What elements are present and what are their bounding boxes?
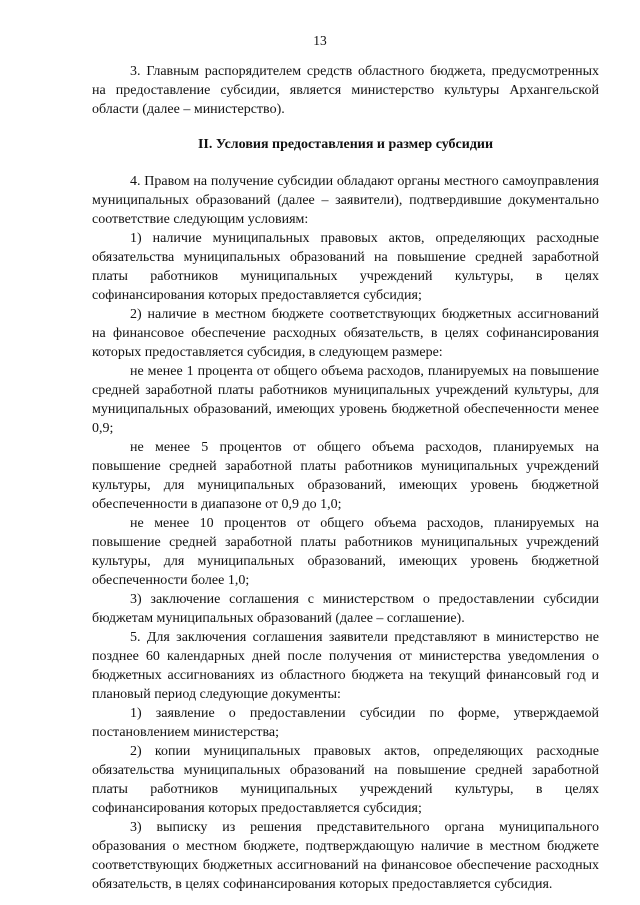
document-item-1: 1) заявление о предоставлении субсидии по форме, утверждаемой постановлением министерства; [92,706,599,740]
paragraph-5: 5. Для заключения соглашения заявители представляют в министерство не позднее 60 календарных дней после получения от министерства уведомления о бюджетных ассигнованиях из областного бюджета на текущий финансовый год и плановый период следующие документы: [92,630,599,702]
paragraph-4: 4. Правом на получение субсидии обладают органы местного самоуправления муниципальных образований (далее – заявители), подтвердившие документально соответствие следующим условиям: [92,174,599,227]
document-item-3: 3) выписку из решения представительного органа муниципального образования о местном бюджете, подтверждающую наличие в местном бюджете соответствующих бюджетных ассигнований на финансовое обеспечение расходных обязательств, в целях софинансирования которых предоставляется субсидия. [92,820,599,892]
document-body [92,62,599,894]
condition-2: 2) наличие в местном бюджете соответствующих бюджетных ассигнований на финансовое обеспечение расходных обязательств, в целях софинансирования которых предоставляется субсидия, в следующем размере: [92,307,599,360]
document-item-2: 2) копии муниципальных правовых актов, определяющих расходные обязательства муниципальных образований на повышение средней заработной платы работников муниципальных учреждений культуры, в целях софинансирования которых предоставляется субсидия; [92,744,599,816]
rate-5-percent: не менее 5 процентов от общего объема расходов, планируемых на повышение средней заработной платы работников муниципальных учреждений культуры, для муниципальных образований, имеющих уровень бюджетной обеспеченности в диапазоне от 0,9 до 1,0; [92,440,599,512]
page-number: 13 [313,33,327,48]
section-heading: II. Условия предоставления и размер субсидии [197,137,494,152]
rate-1-percent: не менее 1 процента от общего объема расходов, планируемых на повышение средней заработной платы работников муниципальных учреждений культуры, для муниципальных образований, имеющих уровень бюджетной обеспеченности менее 0,9; [92,364,599,436]
rate-10-percent: не менее 10 процентов от общего объема расходов, планируемых на повышение средней заработной платы работников муниципальных учреждений культуры, для муниципальных образований, имеющих уровень бюджетной обеспеченности более 1,0; [92,516,599,588]
condition-3: 3) заключение соглашения с министерством о предоставлении субсидии бюджетам муниципальных образований (далее – соглашение). [92,592,599,626]
condition-1: 1) наличие муниципальных правовых актов, определяющих расходные обязательства муниципальных образований на повышение средней заработной платы работников муниципальных учреждений культуры, в целях софинансирования которых предоставляется субсидия; [92,231,599,303]
paragraph-3: 3. Главным распорядителем средств областного бюджета, предусмотренных на предоставление субсидии, является министерство культуры Архангельской области (далее – министерство). [92,64,599,117]
